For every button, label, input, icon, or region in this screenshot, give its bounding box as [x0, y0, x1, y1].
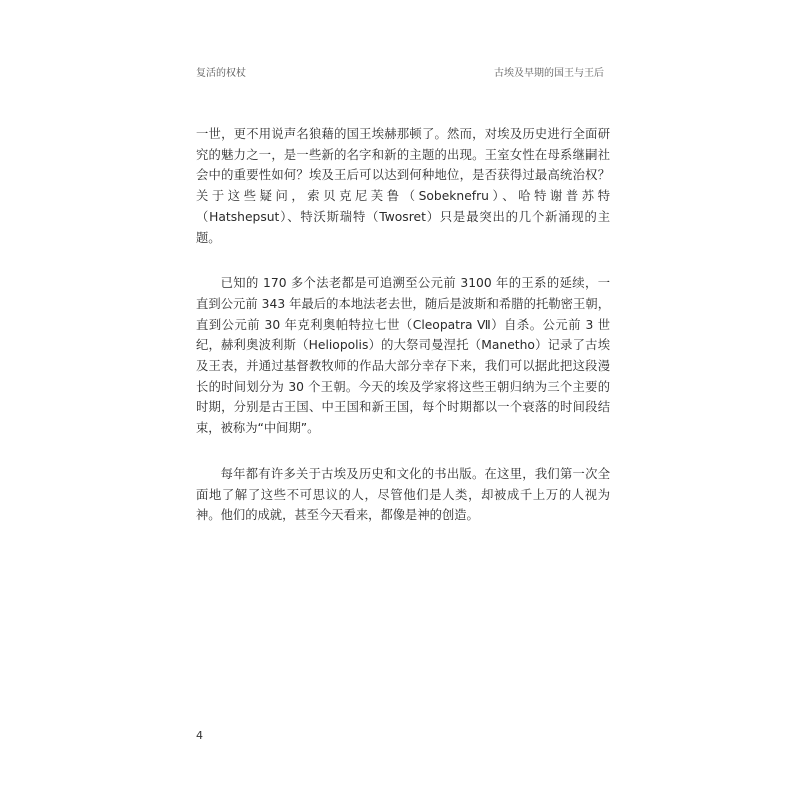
running-head-chapter-title: 古埃及早期的国王与王后: [494, 68, 604, 79]
body-text: [196, 124, 610, 551]
page-number: 4: [196, 729, 203, 742]
running-head-book-title: 复活的权杖: [196, 68, 246, 79]
paragraph-1: 一世，更不用说声名狼藉的国王埃赫那顿了。然而，对埃及历史进行全面研究的魅力之一，是一些新的名字和新的主题的出现。王室女性在母系继嗣社会中的重要性如何？埃及王后可以达到何种地位，是否获得过最高统治权？关于这些疑问，索贝克尼芙鲁（Sobeknefru）、哈特谢普苏特（Hatshepsut）、特沃斯瑞特（Twosret）只是最突出的几个新涌现的主题。: [196, 127, 610, 245]
paragraph-2: 已知的 170 多个法老都是可追溯至公元前 3100 年的王系的延续，一直到公元前 343 年最后的本地法老去世，随后是波斯和希腊的托勒密王朝，直到公元前 30 年克利奥帕特拉七世（Cleopatra Ⅶ）自杀。公元前 3 世纪，赫利奥波利斯（Heliopolis）的大祭司曼涅托（Manetho）记录了古埃及王表，并通过基督教牧师的作品大部分幸存下来，我们可以据此把这段漫长的时间划分为 30 个王朝。今天的埃及学家将这些王朝归纳为三个主要的时期，分别是古王国、中王国和新王国，每个时期都以一个衰落的时间段结束，被称为“中间期”。: [196, 276, 610, 436]
paragraph-3: 每年都有许多关于古埃及历史和文化的书出版。在这里，我们第一次全面地了解了这些不可思议的人，尽管他们是人类，却被成千上万的人视为神。他们的成就，甚至今天看来，都像是神的创造。: [196, 466, 610, 523]
